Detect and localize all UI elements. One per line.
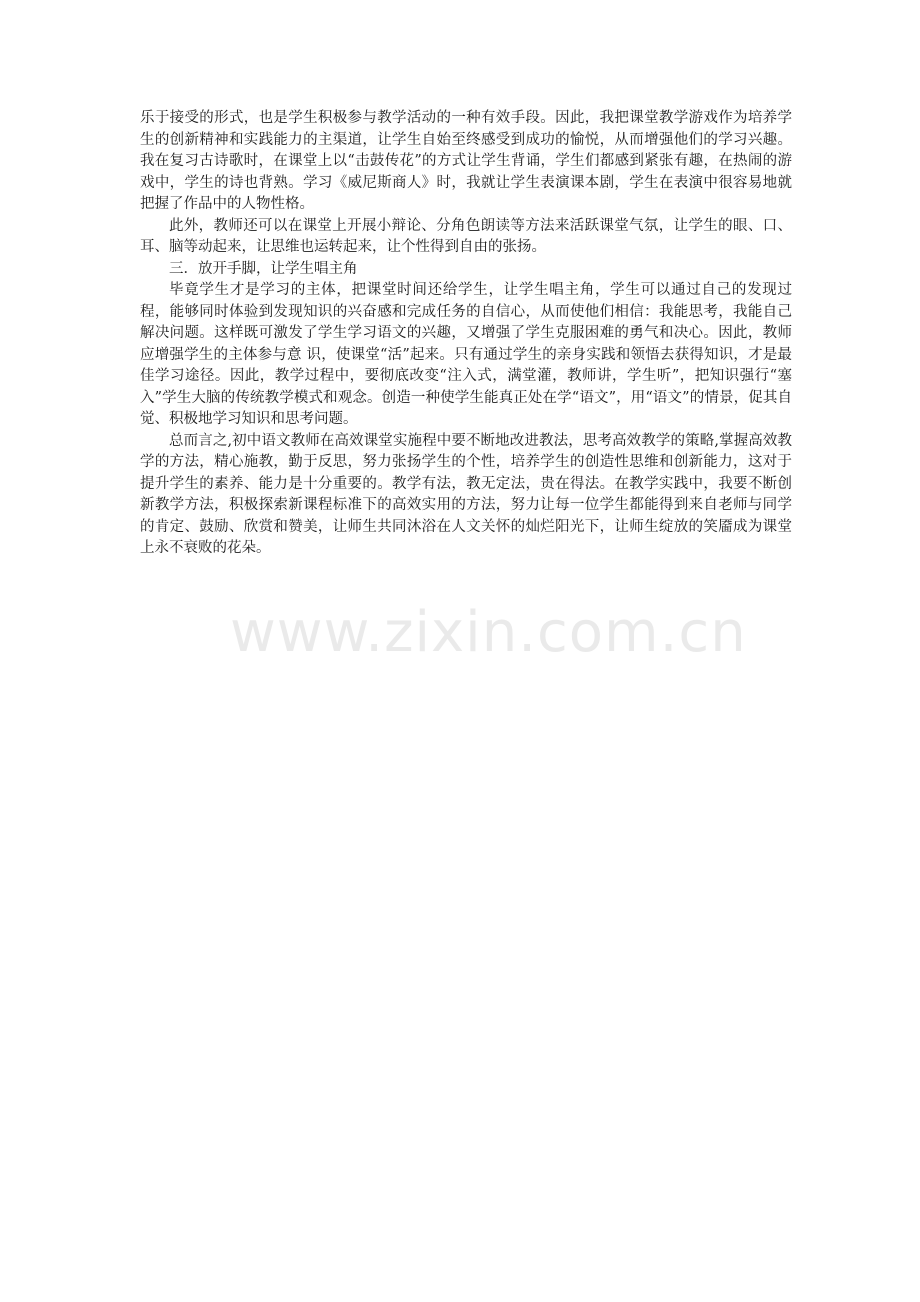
paragraph-game-teaching: 乐于接受的形式，也是学生积极参与教学活动的一种有效手段。因此，我把课堂教学游戏作为培养学生的创新精神和实践能力的主渠道，让学生自始至终感受到成功的愉悦，从而增强他们的学习兴趣。我在复习古诗歌时，在课堂上以“击鼓传花”的方式让学生背诵，学生们都感到紧张有趣，在热闹的游戏中，学生的诗也背熟。学习《威尼斯商人》时，我就让学生表演课本剧，学生在表演中很容易地就把握了作品中的人物性格。 bbox=[140, 110, 792, 212]
document-body bbox=[140, 108, 792, 560]
watermark: www.zixin.com.cn bbox=[230, 600, 747, 665]
paragraph-student-subject: 毕竟学生才是学习的主体，把课堂时间还给学生，让学生唱主角，学生可以通过自己的发现过程，能够同时体验到发现知识的兴奋感和完成任务的自信心，从而使他们相信：我能思考，我能自己解决问题。这样既可激发了学生学习语文的兴趣，又增强了学生克服困难的勇气和决心。因此，教师应增强学生的主体参与意 识，使课堂“活”起来。只有通过学生的亲身实践和领悟去获得知识，才是最佳学习途径。因此，教学过程中，要彻底改变“注入式，满堂灌，教师讲，学生听”，把知识强行“塞入”学生大脑的传统教学模式和观念。创造一种使学生能真正处在学“语文”，用“语文”的情景，促其自觉、积极地学习知识和思考问题。 bbox=[140, 282, 792, 427]
section-heading-students-lead: 三．放开手脚，让学生唱主角 bbox=[169, 260, 358, 277]
paragraph-classroom-activities: 此外，教师还可以在课堂上开展小辩论、分角色朗读等方法来活跃课堂气氛，让学生的眼、口、耳、脑等动起来，让思维也运转起来，让个性得到自由的张扬。 bbox=[140, 217, 792, 255]
paragraph-conclusion: 总而言之,初中语文教师在高效课堂实施程中要不断地改进教法，思考高效教学的策略,掌握高效教学的方法，精心施教，勤于反思，努力张扬学生的个性，培养学生的创造性思维和创新能力，这对于提升学生的素养、能力是十分重要的。教学有法，教无定法，贵在得法。在教学实践中，我要不断创新教学方法，积极探索新课程标准下的高效实用的方法，努力让每一位学生都能得到来自老师与同学的肯定、鼓励、欣赏和赞美，让师生共同沐浴在人文关怀的灿烂阳光下，让师生绽放的笑靥成为课堂上永不衰败的花朵。 bbox=[140, 432, 792, 556]
